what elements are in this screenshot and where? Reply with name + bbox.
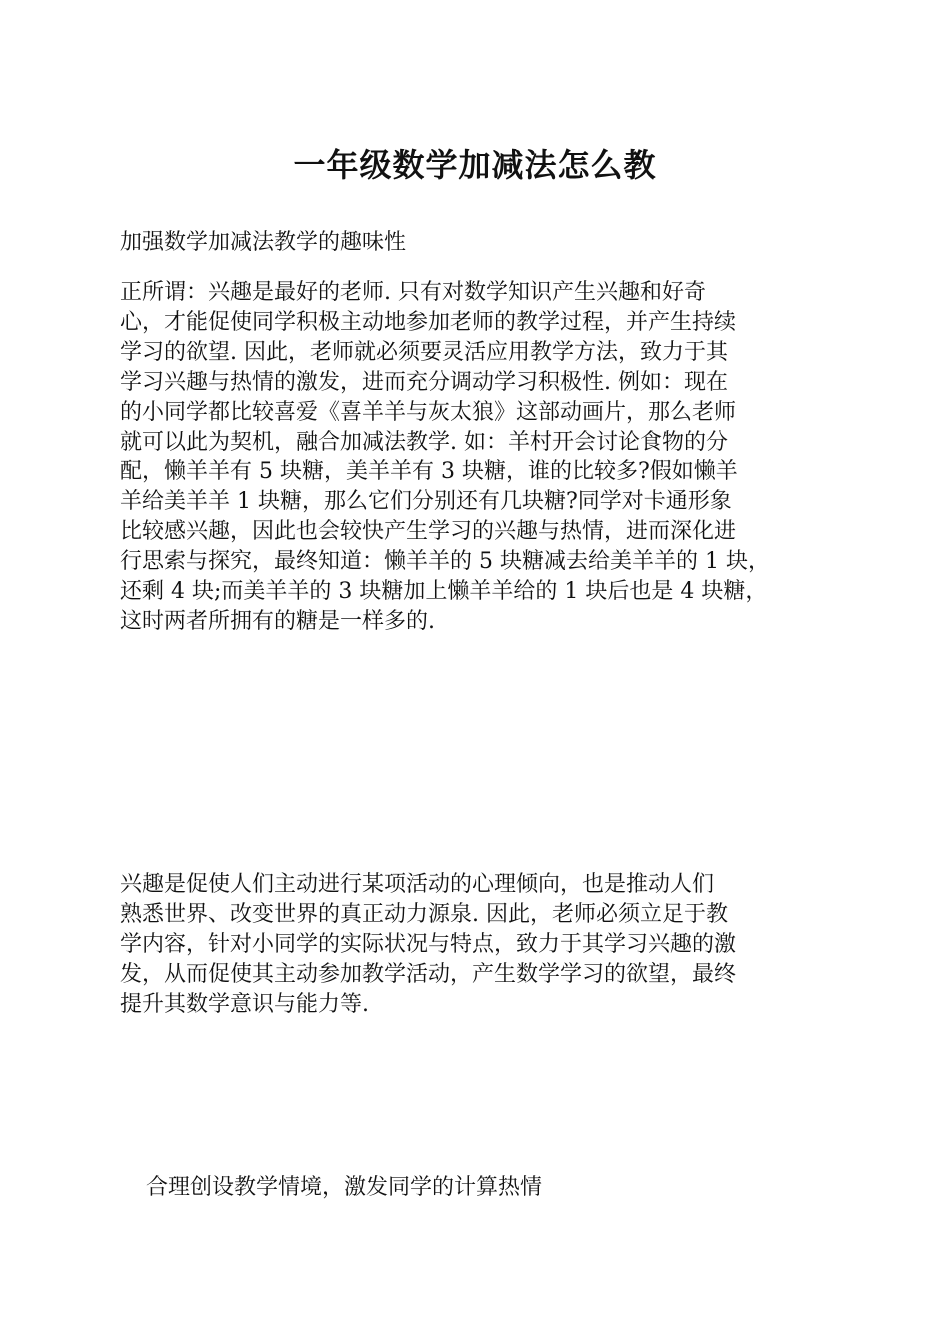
- paragraph-line: 心，才能促使同学积极主动地参加老师的教学过程，并产生持续: [120, 309, 737, 335]
- paragraph-line: 就可以此为契机，融合加减法教学. 如：羊村开会讨论食物的分: [120, 429, 728, 455]
- document-title: 一年级数学加减法怎么教: [293, 146, 657, 184]
- paragraph-interest-motivation: [120, 870, 736, 1020]
- paragraph-line: 正所谓：兴趣是最好的老师. 只有对数学知识产生兴趣和好奇: [120, 280, 706, 305]
- paragraph-line: 还剩 4 块;而美羊羊的 3 块糖加上懒羊羊给的 1 块后也是 4 块糖，: [120, 579, 768, 605]
- section-heading-situation: 合理创设教学情境，激发同学的计算热情: [146, 1175, 543, 1200]
- paragraph-line: 配，懒羊羊有 5 块糖，美羊羊有 3 块糖，谁的比较多?假如懒羊: [120, 459, 738, 485]
- section-heading-interest: 加强数学加减法教学的趣味性: [120, 230, 407, 255]
- paragraph-line: 的小同学都比较喜爱《喜羊羊与灰太狼》这部动画片，那么老师: [120, 399, 737, 425]
- paragraph-line: 学习兴趣与热情的激发，进而充分调动学习积极性. 例如：现在: [120, 369, 728, 395]
- paragraph-line: 学习的欲望. 因此，老师就必须要灵活应用教学方法，致力于其: [120, 339, 728, 365]
- paragraph-line: 羊给美羊羊 1 块糖，那么它们分别还有几块糖?同学对卡通形象: [120, 489, 732, 515]
- paragraph-line: 兴趣是促使人们主动进行某项活动的心理倾向，也是推动人们: [120, 872, 715, 897]
- paragraph-line: 熟悉世界、改变世界的真正动力源泉. 因此，老师必须立足于教: [120, 901, 728, 927]
- paragraph-line: 行思索与探究，最终知道：懒羊羊的 5 块糖减去给美羊羊的 1 块，: [120, 549, 770, 575]
- paragraph-interest-example: [120, 278, 770, 637]
- paragraph-line: 比较感兴趣，因此也会较快产生学习的兴趣与热情，进而深化进: [120, 519, 737, 545]
- paragraph-line: 学内容，针对小同学的实际状况与特点，致力于其学习兴趣的激: [120, 931, 737, 957]
- paragraph-line: 这时两者所拥有的糖是一样多的.: [120, 608, 435, 634]
- paragraph-line: 提升其数学意识与能力等.: [120, 991, 369, 1017]
- paragraph-line: 发，从而促使其主动参加教学活动，产生数学学习的欲望，最终: [120, 961, 737, 987]
